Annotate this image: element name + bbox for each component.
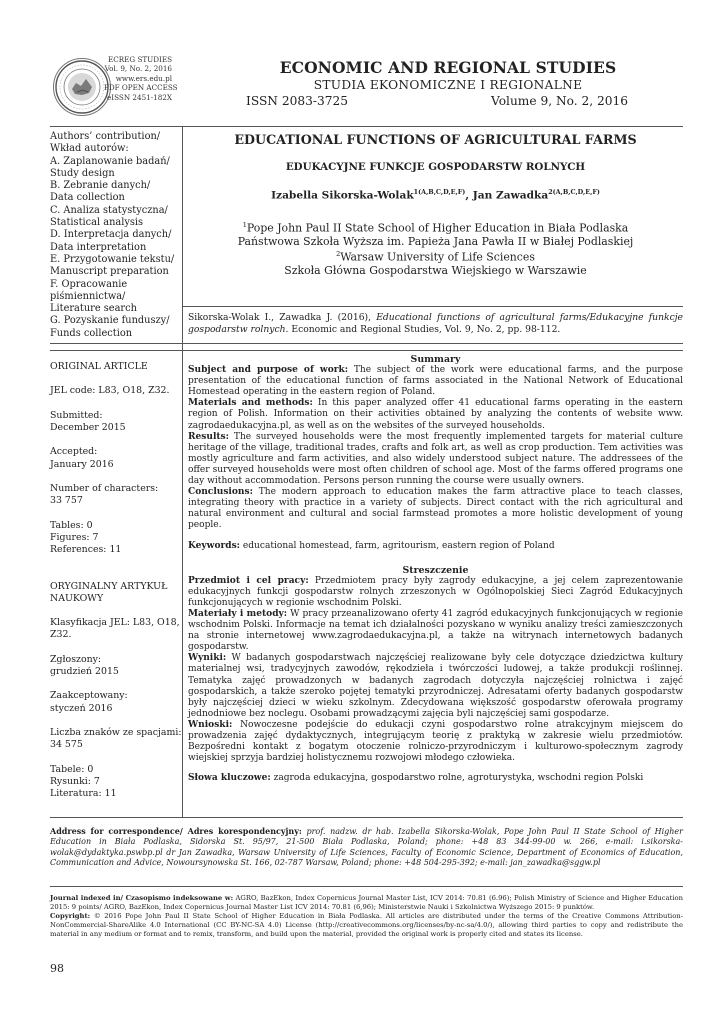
indexing-text: AGRO, BazEkon, Index Copernicus Journal Master List, ICV 2014: 70.81 (6.96); Polish Ministry of Science and Higher Education 2015: 9 points/ AGRO, BazEkon, Index Copernicus Journal Master List ICV 2014: 70.81 (6,96); Ministerstwie Nauki i Szkolnictwa Wyższego 2015: 9 punktów. bbox=[50, 894, 683, 911]
contribution-line: F. Opracowanie bbox=[50, 278, 128, 290]
author-list bbox=[188, 188, 683, 202]
contribution-line: D. Interpretacja danych/ bbox=[50, 229, 172, 241]
correspondence-address bbox=[50, 826, 683, 869]
figures-count: Figures: 7 bbox=[50, 531, 99, 543]
authors-contribution bbox=[50, 131, 180, 340]
contribution-line: A. Zaplanowanie badań/ bbox=[50, 155, 170, 167]
abstract-paragraph bbox=[188, 487, 683, 531]
issn: ISSN 2083-3725 bbox=[246, 94, 348, 108]
keywords-text: educational homestead, farm, agritourism, eastern region of Poland bbox=[240, 540, 555, 551]
submitted-value: December 2015 bbox=[50, 421, 126, 433]
contribution-line: G. Pozyskanie funduszy/ bbox=[50, 315, 170, 327]
journal-title: ECONOMIC AND REGIONAL STUDIES bbox=[279, 58, 617, 77]
keywords bbox=[188, 541, 683, 552]
abstract-text-pl: Nowoczesne podejście do edukacji czyni gospodarstwo rolne atrakcyjnym miejscem do prowadzenia zajęć dydaktycznych, integrującym teorię z praktyką w zakresie wielu przedmiotów. Bezpośredni kontakt z bogatym otoczenie rolniczo-przyrodniczym i kulturowo-społecznym zagrody wiejskiej sprzyja bardziej holistycznemu rozwojowi młodego człowieka. bbox=[188, 719, 683, 764]
submitted-value-pl: grudzień 2015 bbox=[50, 665, 119, 677]
abstract-text-pl: W pracy przeanalizowano oferty 41 zagród edukacyjnych funkcjonujących w regionie wschodnim Polski. Informacje na temat ich działalności pozyskano w wyniku analizy treści zamieszczonych na stronie internetowej www.zagrodaedukacyjna.pl, a także na witrynach internetowych badanych gospodarstw. bbox=[188, 608, 683, 653]
journal-seal-icon bbox=[54, 59, 110, 115]
volume-info: Volume 9, No. 2, 2016 bbox=[491, 94, 628, 108]
issn-line bbox=[188, 93, 708, 111]
contribution-line: Study design bbox=[50, 167, 115, 179]
references-count-pl: Literatura: 11 bbox=[50, 787, 117, 799]
author-contribution-code: 1(A,B,C,D,E,F) bbox=[413, 188, 466, 196]
citation-divider bbox=[50, 343, 683, 344]
meta-line: eISSN 2451-182X bbox=[107, 92, 172, 102]
abstract-label-pl: Wnioski: bbox=[188, 719, 233, 730]
streszczenie-heading: Streszczenie bbox=[402, 564, 469, 576]
keywords-text-pl: zagroda edukacyjna, gospodarstwo rolne, agroturystyka, wschodni region Polski bbox=[270, 773, 644, 784]
indexing-label: Journal indexed in/ Czasopismo indeksowane w: bbox=[50, 894, 234, 902]
abstract-text-pl: Przedmiotem pracy były zagrody edukacyjne, a jej celem zaprezentowanie edukacyjnych funkcji gospodarstw rolnych zrzeszonych w Ogólnopolskiej Sieci Zagród Edukacyjnych funkcjonujących w regionie wschodnim Polski. bbox=[188, 575, 683, 608]
keywords-pl bbox=[188, 773, 683, 784]
contribution-line: Funds collection bbox=[50, 327, 133, 339]
citation-title: Educational functions of agricultural farms/Edukacyjne funkcje gospodarstw rolnych. bbox=[188, 312, 683, 335]
abstract-paragraph bbox=[188, 432, 683, 487]
keywords-label: Keywords: bbox=[188, 540, 241, 551]
abstract-label: Subject and purpose of work: bbox=[188, 365, 349, 376]
citation-source: Economic and Regional Studies, Vol. 9, No. 2, pp. 98-112. bbox=[288, 324, 561, 335]
journal-logo bbox=[53, 58, 111, 116]
abstract-paragraph bbox=[188, 398, 683, 431]
affiliation-marker: 1 bbox=[242, 221, 247, 229]
journal-header bbox=[188, 58, 708, 111]
references-count: References: 11 bbox=[50, 543, 122, 555]
contribution-line: Wkład autorów: bbox=[50, 143, 129, 155]
abstract-text: In this paper analyzed offer 41 educational farms operating in the eastern region of Polish. Information on their activities obtained by analyzing the contents of website www. zagrodaedukacyjna.pl, as well as on the websites of the surveyed households. bbox=[188, 398, 683, 431]
header-divider bbox=[50, 126, 683, 127]
meta-line[interactable]: www.ers.edu.pl bbox=[115, 73, 172, 83]
meta-line: PDF OPEN ACCESS bbox=[104, 83, 178, 93]
citation bbox=[188, 312, 683, 336]
meta-line: Vol. 9, No. 2, 2016 bbox=[104, 64, 172, 74]
copyright-text: © 2016 Pope John Paul II State School of Higher Education in Biała Podlaska. All articles are distributed under the terms of the Creative Commons Attribution-NonCommercial-ShareAlike 4.0 International (CC BY-NC-SA 4.0) License (http://creativecommons.org/licenses/by-nc-sa/4.0/), allowing third parties to copy and redistribute the material in any medium or format and to remix, transform, and build upon the material, provided the original work is properly cited and states its license. bbox=[50, 912, 683, 938]
contribution-line: piśmiennictwa/ bbox=[50, 290, 126, 302]
jel-code: JEL code: L83, O18, Z32. bbox=[50, 385, 170, 397]
tables-count-pl: Tabele: 0 bbox=[50, 763, 94, 775]
affiliations bbox=[188, 219, 683, 277]
abstract-section bbox=[188, 354, 683, 784]
journal-meta bbox=[104, 55, 178, 102]
contribution-line: B. Zebranie danych/ bbox=[50, 180, 151, 192]
jel-code-pl: Z32. bbox=[50, 629, 72, 641]
keywords-label-pl: Słowa kluczowe: bbox=[188, 773, 271, 784]
submitted-label-pl: Zgłoszony: bbox=[50, 653, 102, 665]
contribution-line: Authors’ contribution/ bbox=[50, 131, 161, 142]
accepted-label-pl: Zaakceptowany: bbox=[50, 690, 128, 702]
abstract-label: Materials and methods: bbox=[188, 398, 313, 409]
article-metadata bbox=[50, 361, 180, 800]
submitted-label: Submitted: bbox=[50, 409, 103, 421]
abstract-paragraph-pl bbox=[188, 576, 683, 609]
contribution-line: E. Przygotowanie tekstu/ bbox=[50, 253, 175, 265]
characters-label: Number of characters: bbox=[50, 482, 159, 494]
body-end-divider bbox=[50, 817, 683, 818]
tables-count: Tables: 0 bbox=[50, 519, 93, 531]
contribution-line: C. Analiza statystyczna/ bbox=[50, 204, 168, 216]
abstract-paragraph bbox=[188, 365, 683, 398]
characters-value: 33 757 bbox=[50, 495, 83, 507]
abstract-paragraph-pl bbox=[188, 720, 683, 764]
abstract-label-pl: Materiały i metody: bbox=[188, 608, 288, 619]
affiliation-text: Warsaw University of Life Sciences bbox=[340, 250, 535, 264]
author-name: Jan Zawadka bbox=[472, 189, 549, 202]
article-type: ORIGINAL ARTICLE bbox=[50, 361, 148, 372]
title-block-divider bbox=[182, 306, 683, 307]
jel-code-pl: Klasyfikacja JEL: L83, O18, bbox=[50, 617, 180, 629]
abstract-label-pl: Przedmiot i cel pracy: bbox=[188, 575, 309, 586]
abstract-paragraph-pl bbox=[188, 609, 683, 653]
citation-authors: Sikorska-Wolak I., Zawadka J. (2016), bbox=[188, 312, 377, 323]
accepted-label: Accepted: bbox=[50, 446, 98, 458]
author-contribution-code: 2(A,B,C,D,E,F) bbox=[548, 188, 600, 196]
indexing-and-copyright bbox=[50, 894, 683, 939]
article-type-pl: ORYGINALNY ARTYKUŁ bbox=[50, 580, 168, 592]
abstract-label: Results: bbox=[188, 431, 229, 442]
citation-divider-2 bbox=[50, 350, 683, 351]
abstract-text: The surveyed households were the most frequently implemented targets for material culture heritage of the village, traditional trades, crafts and folk art, as well as crop production. Tem activities was mostly agriculture and farm activities, and also widely understood subject nature. The addressees of the offer surveyed households were most often children of school age. Most of the farms offered programs one day without accommodation. Persons person running the course were usually owners. bbox=[188, 431, 683, 487]
column-divider bbox=[182, 127, 183, 817]
abstract-label-pl: Wyniki: bbox=[188, 653, 227, 664]
correspondence-label: Address for correspondence/ Adres korespondencyjny: bbox=[50, 826, 302, 836]
author-separator: , bbox=[465, 189, 473, 202]
abstract-text-pl: W badanych gospodarstwach najczęściej realizowane były cele dotyczące dziedzictwa kultury materialnej wsi, tradycyjnych zawodów, rękodzieła i twórczości ludowej, a także produkcji roślinnej. Tematyka zajęć prowadzonych w badanych zagrodach dotyczyła najczęściej rolnictwa i zajęć gospodarskich, a także szeroko pojętej tematyki przyrodniczej. Adresatami oferty badanych gospodarstw były najczęściej dzieci w wieku szkolnym. Zdecydowana większość gospodarstw oferowała programy jednodniowe bez noclegu. Osobami prowadzącymi zajęcia byli najczęściej sami gospodarze. bbox=[188, 653, 683, 719]
footer-divider bbox=[50, 886, 683, 887]
copyright-note bbox=[50, 912, 683, 939]
paper-subtitle: EDUKACYJNE FUNKCJE GOSPODARSTW ROLNYCH bbox=[285, 161, 586, 173]
contribution-line: Data collection bbox=[50, 192, 125, 204]
indexing-note bbox=[50, 894, 683, 912]
summary-heading: Summary bbox=[410, 354, 461, 365]
page-number: 98 bbox=[50, 962, 64, 975]
journal-subtitle: STUDIA EKONOMICZNE I REGIONALNE bbox=[313, 78, 583, 92]
figures-count-pl: Rysunki: 7 bbox=[50, 775, 100, 787]
abstract-label: Conclusions: bbox=[188, 487, 253, 498]
author-name: Izabella Sikorska-Wolak bbox=[271, 189, 414, 202]
contribution-line: Manuscript preparation bbox=[50, 266, 169, 278]
paper-title: EDUCATIONAL FUNCTIONS OF AGRICULTURAL FARMS bbox=[234, 132, 637, 147]
meta-line: ECREG STUDIES bbox=[108, 55, 172, 64]
characters-value-pl: 34 575 bbox=[50, 739, 83, 751]
contribution-line: Data interpretation bbox=[50, 241, 147, 253]
affiliation-line bbox=[188, 219, 683, 235]
affiliation-line: Szkoła Główna Gospodarstwa Wiejskiego w Warszawie bbox=[284, 264, 587, 278]
article-type-pl: NAUKOWY bbox=[50, 592, 104, 604]
contribution-line: Statistical analysis bbox=[50, 217, 144, 229]
affiliation-line bbox=[188, 248, 683, 264]
correspondence-text: prof. nadzw. dr hab. Izabella Sikorska-Wolak, Pope John Paul II State School of Higher Education in Biała Podlaska, Sidorska St. 95/97, 21-500 Biała Podlaska, Poland; phone: +48 83 344-99-00 w. 266, e-mail: i.sikorska-wolak@dydaktyka.pswbp.pl dr Jan Zawadka, Warsaw University of Life Sciences, Faculty of Economic Science, Department of Economics of Education, Communication and Advice, Nowoursynowska St. 166, 02-787 Warsaw, Poland; phone: +48 504-295-392; e-mail: jan_zawadka@sggw.pl bbox=[50, 827, 683, 868]
characters-label-pl: Liczba znaków ze spacjami: bbox=[50, 726, 182, 738]
contribution-line: Literature search bbox=[50, 303, 137, 315]
affiliation-text: Pope John Paul II State School of Higher Education in Biała Podlaska bbox=[246, 221, 629, 235]
accepted-value-pl: styczeń 2016 bbox=[50, 702, 113, 714]
accepted-value: January 2016 bbox=[50, 458, 114, 470]
affiliation-marker: 2 bbox=[336, 250, 341, 259]
abstract-text: The subject of the work were educational farms, and the purpose presentation of the educational function of farms associated in the National Network of Educational Homestead operating in the eastern region of Poland. bbox=[188, 365, 683, 398]
abstract-text: The modern approach to education makes the farm attractive place to teach classes, integrating theory with practice in a variety of subjects. Direct contact with the rich agricultural and natural environment and cultural and social farmstead promotes a more holistic development of young people. bbox=[188, 487, 683, 531]
copyright-label: Copyright: bbox=[50, 912, 91, 920]
affiliation-line: Państwowa Szkoła Wyższa im. Papieża Jana Pawła II w Białej Podlaskiej bbox=[237, 234, 634, 248]
abstract-paragraph-pl bbox=[188, 653, 683, 720]
